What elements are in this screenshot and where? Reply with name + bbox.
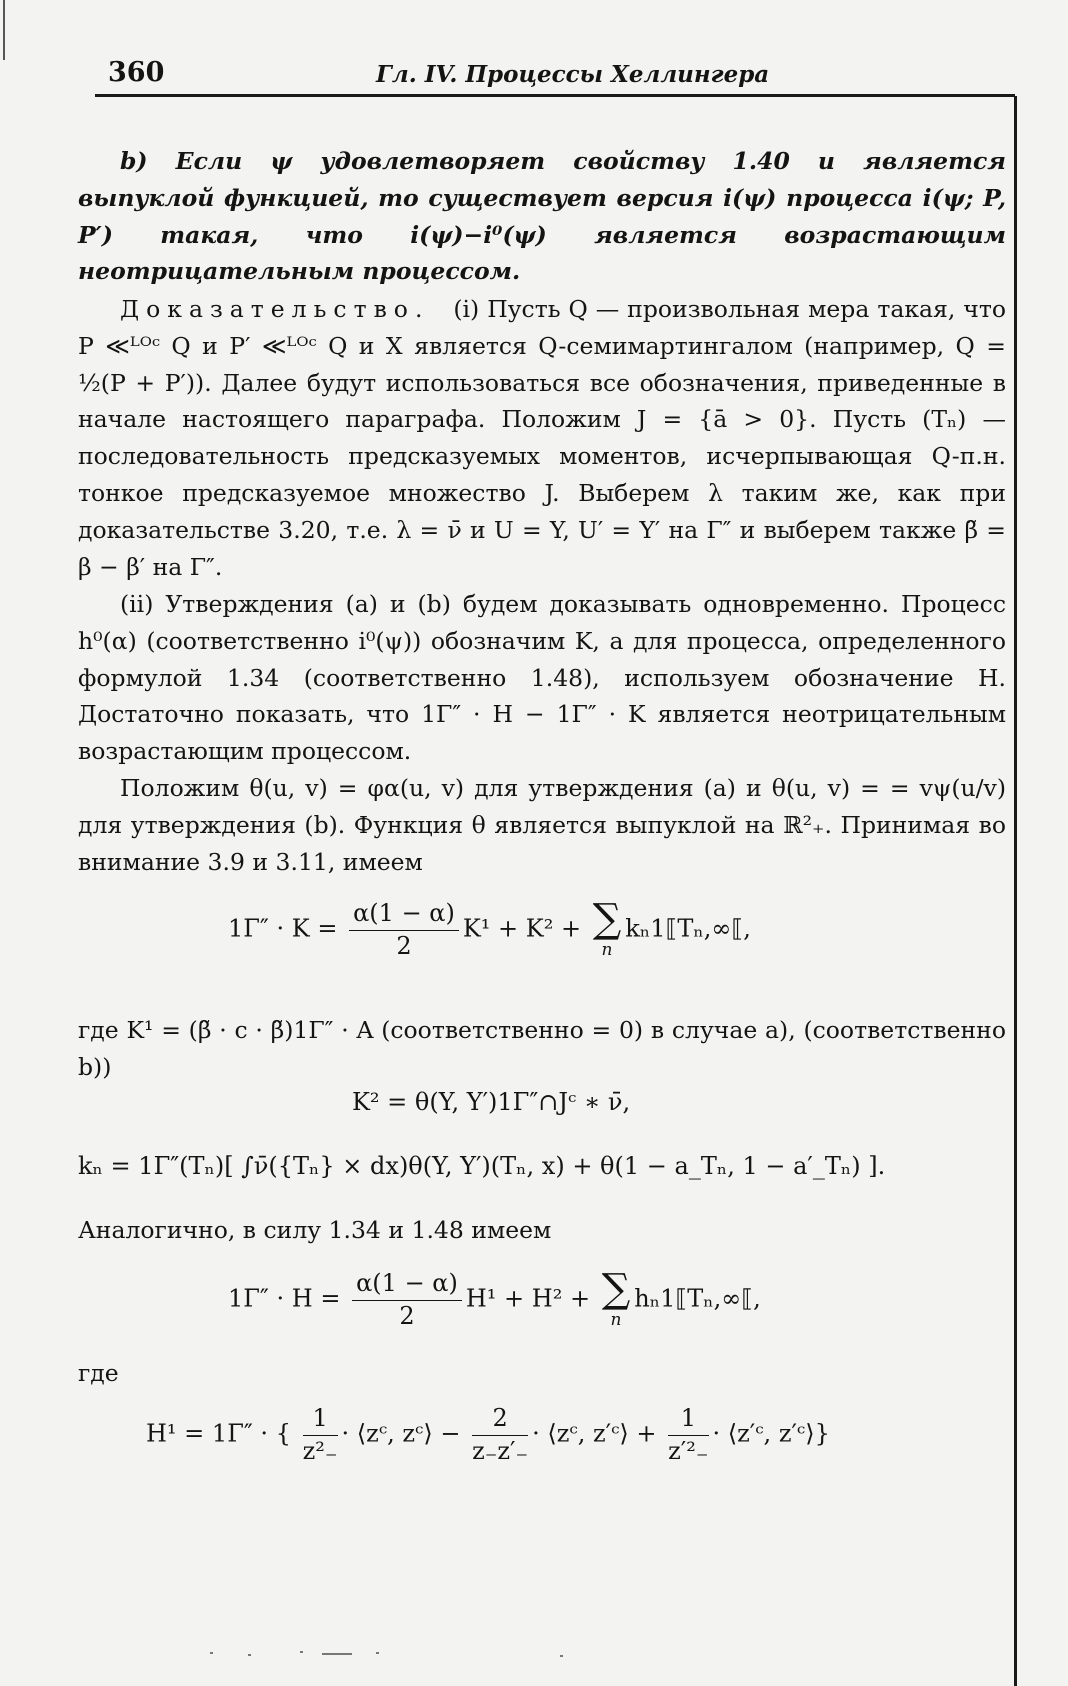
eq-H-sum bbox=[601, 1266, 631, 1331]
proof-heading: Доказательство. bbox=[120, 295, 430, 323]
eq-H1-lhs: H¹ = 1Γ″ · { bbox=[146, 1419, 291, 1448]
eq-H1-f3-num: 1 bbox=[668, 1405, 708, 1436]
eq-H1-f2-num: 2 bbox=[472, 1405, 528, 1436]
eq-H1-frac-3 bbox=[668, 1405, 708, 1465]
eq-H1-f2-den: z₋z′₋ bbox=[472, 1436, 529, 1465]
page-number: 360 bbox=[108, 57, 165, 88]
header-rule bbox=[95, 94, 1015, 97]
eq-H-sum-index: n bbox=[610, 1310, 622, 1331]
scan-speck bbox=[560, 1655, 563, 1657]
where-label: где bbox=[78, 1359, 119, 1387]
eq-H-lhs: 1Γ″ · H = bbox=[228, 1284, 341, 1313]
scan-speck bbox=[210, 1652, 213, 1654]
scan-speck bbox=[248, 1654, 251, 1656]
proof-part-1 bbox=[78, 291, 1006, 585]
sum-sigma: ∑ bbox=[601, 1266, 631, 1313]
eq-H-den: 2 bbox=[399, 1301, 415, 1330]
eq-K-term: kₙ1⟦Tₙ,∞⟦, bbox=[625, 914, 751, 943]
equation-K2: K² = θ(Y, Y′)1Γ″∩Jᶜ ∗ ν̄, bbox=[352, 1088, 631, 1116]
eq-H-rest: H¹ + H² + bbox=[465, 1284, 591, 1313]
eq-H-term: hₙ1⟦Tₙ,∞⟦, bbox=[634, 1284, 761, 1313]
scan-edge-mark bbox=[3, 0, 5, 60]
running-title: Гл. IV. Процессы Хеллингера bbox=[376, 61, 770, 88]
eq-H1-frac-1 bbox=[303, 1405, 338, 1465]
equation-H1 bbox=[146, 1405, 830, 1465]
eq-K-lhs: 1Γ″ · K = bbox=[228, 914, 338, 943]
analogously: Аналогично, в силу 1.34 и 1.48 имеем bbox=[78, 1216, 552, 1244]
eq-H1-term-2: · ⟨zᶜ, z′ᶜ⟩ + bbox=[532, 1419, 657, 1448]
equation-K bbox=[228, 896, 751, 961]
eq-H1-term-3: · ⟨z′ᶜ, z′ᶜ⟩} bbox=[712, 1419, 830, 1448]
eq-K-den: 2 bbox=[396, 931, 412, 960]
eq-H1-term-1: · ⟨zᶜ, zᶜ⟩ − bbox=[341, 1419, 461, 1448]
eq-H1-frac-2 bbox=[472, 1405, 528, 1465]
eq-K-fraction bbox=[349, 900, 459, 960]
eq-H1-f1-den: z²₋ bbox=[302, 1436, 338, 1465]
eq-K-sum-index: n bbox=[601, 940, 613, 961]
eq-K-sum bbox=[592, 896, 622, 961]
scan-speck bbox=[322, 1653, 352, 1655]
page-header bbox=[108, 55, 1008, 95]
eq-H-num: α(1 − α) bbox=[352, 1270, 462, 1301]
eq-K-rest: K¹ + K² + bbox=[462, 914, 582, 943]
eq-H1-f1-num: 1 bbox=[303, 1405, 338, 1436]
proof-part-3: Положим θ(u, v) = φα(u, v) для утверждения (a) и θ(u, v) = = vψ(u/v) для утверждения (b). Функция θ является выпуклой на ℝ²₊. Принимая во внимание 3.9 и 3.11, имеем bbox=[78, 774, 1006, 876]
sum-sigma: ∑ bbox=[592, 896, 622, 943]
eq-H1-f3-den: z′²₋ bbox=[668, 1436, 709, 1465]
scan-speck bbox=[376, 1652, 379, 1654]
equation-H bbox=[228, 1266, 761, 1331]
proof-part-2: (ii) Утверждения (a) и (b) будем доказывать одновременно. Процесс h⁰(α) (соответственно i⁰(ψ)) обозначим K, а для процесса, определенного формулой 1.34 (соответственно 1.48), используем обозначение H. Достаточно показать, что 1Γ″ · H − 1Γ″ · K является неотрицательным возрастающим процессом. bbox=[78, 590, 1006, 766]
scan-right-border bbox=[1014, 96, 1017, 1686]
proof-part-1-text: (i) Пусть Q — произвольная мера такая, что P ≪ᴸᴼᶜ Q и P′ ≪ᴸᴼᶜ Q и X является Q-семимартингалом (например, Q = ½(P + P′)). Далее будут использоваться все обозначения, приведенные в начале настоящего параграфа. Положим J = {ā > 0}. Пусть (Tₙ) — последовательность предсказуемых моментов, исчерпывающая Q-п.н. тонкое предсказуемое множество J. Выберем λ таким же, как при доказательстве 3.20, т.е. λ = ν̄ и U = Y, U′ = Y′ на Γ″ и выберем также β̃ = β − β′ на Γ″. bbox=[78, 295, 1006, 581]
equation-kn: kₙ = 1Γ″(Tₙ)[ ∫ν̄({Tₙ} × dx)θ(Y, Y′)(Tₙ, x) + θ(1 − a_Tₙ, 1 − a′_Tₙ) ]. bbox=[78, 1152, 886, 1180]
statement-b: b) Если ψ удовлетворяет свойству 1.40 и является выпуклой функцией, то существует версия i(ψ) процесса i(ψ; P, P′) такая, что i(ψ)−i⁰(ψ) является возрастающим неотрицательным процессом. bbox=[78, 147, 1006, 286]
eq-K-num: α(1 − α) bbox=[349, 900, 459, 931]
scan-speck bbox=[300, 1651, 303, 1653]
where-K1: где K¹ = (β̃ · c · β̃)1Γ″ · A (соответственно = 0) в случае a), (соответственно b)) bbox=[78, 1016, 1006, 1081]
eq-H-fraction bbox=[352, 1270, 462, 1330]
scan-noise bbox=[0, 1640, 1068, 1670]
